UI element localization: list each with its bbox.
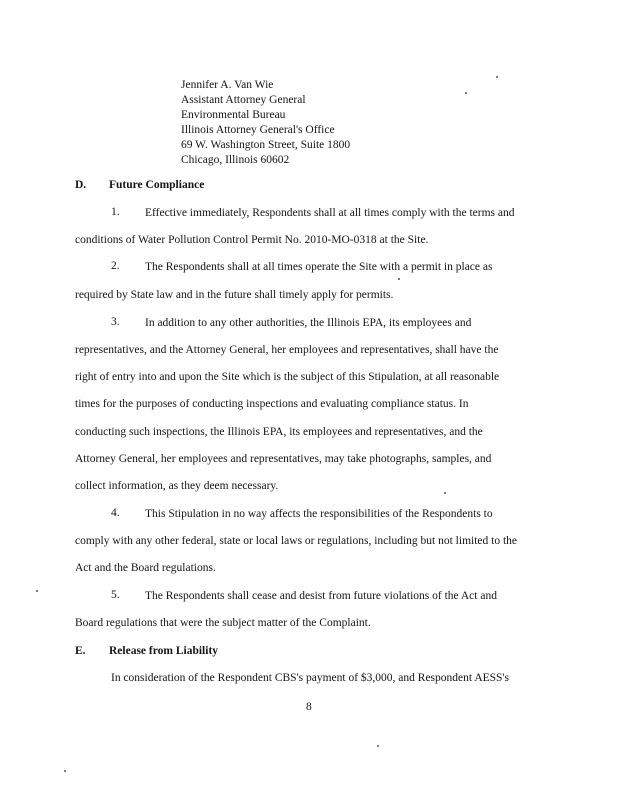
paragraph-2-line-1: The Respondents shall at all times operate the Site with a permit in place as xyxy=(145,261,493,273)
paragraph-4-line-2: comply with any other federal, state or local laws or regulations, including but not limited to the xyxy=(75,535,518,547)
section-e-letter: E. xyxy=(75,645,86,657)
section-e-line-1: In consideration of the Respondent CBS's payment of $3,000, and Respondent AESS's xyxy=(111,672,509,684)
address-block xyxy=(181,78,350,168)
paragraph-3-line-1: In addition to any other authorities, the Illinois EPA, its employees and xyxy=(145,317,472,329)
section-d-title: Future Compliance xyxy=(109,179,205,191)
scan-speck xyxy=(377,745,379,747)
address-name: Jennifer A. Van Wie xyxy=(181,79,274,91)
scan-speck xyxy=(64,770,66,772)
paragraph-2-number: 2. xyxy=(111,260,120,272)
scan-speck xyxy=(398,278,400,280)
paragraph-3-line-5: conducting such inspections, the Illinois EPA, its employees and representatives, and the xyxy=(75,426,483,438)
paragraph-2-line-2: required by State law and in the future shall timely apply for permits. xyxy=(75,289,394,301)
paragraph-3-line-2: representatives, and the Attorney General, her employees and representatives, shall have the xyxy=(75,344,499,356)
paragraph-3-line-6: Attorney General, her employees and representatives, may take photographs, samples, and xyxy=(75,453,492,465)
scan-speck xyxy=(36,590,38,592)
paragraph-1-line-1: Effective immediately, Respondents shall at all times comply with the terms and xyxy=(145,207,515,219)
paragraph-3-line-3: right of entry into and upon the Site which is the subject of this Stipulation, at all reasonable xyxy=(75,371,500,383)
scan-speck xyxy=(465,92,467,94)
scan-speck xyxy=(444,492,446,494)
paragraph-3-line-7: collect information, as they deem necessary. xyxy=(75,480,279,492)
paragraph-1-line-2: conditions of Water Pollution Control Permit No. 2010-MO-0318 at the Site. xyxy=(75,234,429,246)
section-d-letter: D. xyxy=(75,179,87,191)
page-number: 8 xyxy=(306,701,312,713)
paragraph-3-number: 3. xyxy=(111,316,120,328)
address-title: Assistant Attorney General xyxy=(181,94,306,106)
paragraph-5-number: 5. xyxy=(111,589,120,601)
address-office: Illinois Attorney General's Office xyxy=(181,124,335,136)
paragraph-4-line-1: This Stipulation in no way affects the responsibilities of the Respondents to xyxy=(145,508,493,520)
section-e-title: Release from Liability xyxy=(109,645,219,657)
address-city: Chicago, Illinois 60602 xyxy=(181,154,290,166)
scan-speck xyxy=(496,76,498,78)
address-street: 69 W. Washington Street, Suite 1800 xyxy=(181,139,351,151)
paragraph-1-number: 1. xyxy=(111,206,120,218)
paragraph-5-line-2: Board regulations that were the subject matter of the Complaint. xyxy=(75,617,371,629)
paragraph-4-line-3: Act and the Board regulations. xyxy=(75,562,216,574)
paragraph-3-line-4: times for the purposes of conducting inspections and evaluating compliance status. In xyxy=(75,398,469,410)
address-bureau: Environmental Bureau xyxy=(181,109,286,121)
paragraph-4-number: 4. xyxy=(111,507,120,519)
paragraph-5-line-1: The Respondents shall cease and desist from future violations of the Act and xyxy=(145,590,497,602)
